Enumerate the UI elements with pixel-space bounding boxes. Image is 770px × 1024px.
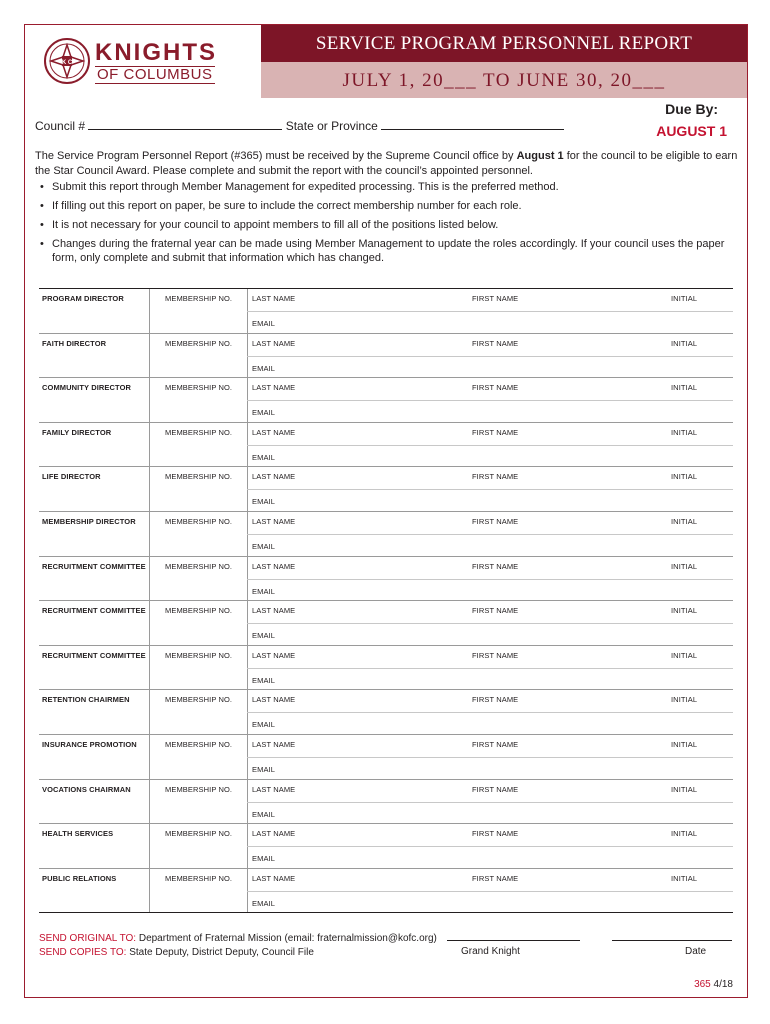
initial-field[interactable]: INITIAL <box>671 561 698 571</box>
personnel-row <box>39 512 733 557</box>
personnel-row <box>39 378 733 423</box>
first-name-field[interactable]: FIRST NAME <box>472 873 519 883</box>
membership-number-field[interactable]: MEMBERSHIP NO. <box>165 383 233 393</box>
report-form <box>24 24 748 998</box>
row-divider <box>247 802 733 803</box>
last-name-field[interactable]: LAST NAME <box>252 472 296 482</box>
position-title: RECRUITMENT COMMITTEE <box>42 561 146 571</box>
email-field[interactable]: EMAIL <box>252 809 276 819</box>
column-divider <box>149 467 150 511</box>
column-divider <box>149 289 150 333</box>
personnel-row <box>39 289 733 334</box>
initial-field[interactable]: INITIAL <box>671 472 698 482</box>
form-revision-date: 4/18 <box>713 979 733 990</box>
instruction-list <box>35 180 740 270</box>
personnel-table <box>39 288 733 913</box>
last-name-field[interactable]: LAST NAME <box>252 383 296 393</box>
intro-text-after: for the council to be eligible to earn the Star Council Award. Please complete and submit the report with the council’s appointed personnel. <box>35 150 738 177</box>
email-field[interactable]: EMAIL <box>252 586 276 596</box>
email-field[interactable]: EMAIL <box>252 408 276 418</box>
due-date: AUGUST 1 <box>656 123 727 139</box>
position-title: RECRUITMENT COMMITTEE <box>42 606 146 616</box>
knights-of-columbus-logo <box>43 35 263 91</box>
personnel-row <box>39 735 733 780</box>
last-name-field[interactable]: LAST NAME <box>252 829 296 839</box>
council-info-row <box>35 119 564 133</box>
row-divider <box>247 445 733 446</box>
initial-field[interactable]: INITIAL <box>671 650 698 660</box>
initial-field[interactable]: INITIAL <box>671 294 698 303</box>
first-name-field[interactable]: FIRST NAME <box>472 383 519 393</box>
column-divider <box>149 690 150 734</box>
personnel-row <box>39 557 733 602</box>
first-name-field[interactable]: FIRST NAME <box>472 606 519 616</box>
last-name-field[interactable]: LAST NAME <box>252 650 296 660</box>
position-title: PROGRAM DIRECTOR <box>42 294 124 303</box>
position-title: FAMILY DIRECTOR <box>42 427 112 437</box>
initial-field[interactable]: INITIAL <box>671 606 698 616</box>
svg-text:K C: K C <box>61 60 73 66</box>
email-field[interactable]: EMAIL <box>252 541 276 551</box>
email-field[interactable]: EMAIL <box>252 452 276 462</box>
initial-field[interactable]: INITIAL <box>671 829 698 839</box>
column-divider <box>149 512 150 556</box>
membership-number-field[interactable]: MEMBERSHIP NO. <box>165 561 233 571</box>
initial-field[interactable]: INITIAL <box>671 338 698 348</box>
personnel-row <box>39 467 733 512</box>
position-title: COMMUNITY DIRECTOR <box>42 383 132 393</box>
membership-number-field[interactable]: MEMBERSHIP NO. <box>165 516 233 526</box>
membership-number-field[interactable]: MEMBERSHIP NO. <box>165 338 233 348</box>
form-number-value: 365 <box>694 979 711 990</box>
membership-number-field[interactable]: MEMBERSHIP NO. <box>165 650 233 660</box>
logo-line2: OF COLUMBUS <box>97 66 213 83</box>
report-title: SERVICE PROGRAM PERSONNEL REPORT <box>261 25 747 62</box>
column-divider <box>149 601 150 645</box>
row-divider <box>247 712 733 713</box>
last-name-field[interactable]: LAST NAME <box>252 338 296 348</box>
report-header <box>25 25 747 98</box>
initial-field[interactable]: INITIAL <box>671 739 698 749</box>
personnel-row <box>39 824 733 869</box>
last-name-field[interactable]: LAST NAME <box>252 516 296 526</box>
grand-knight-label: Grand Knight <box>461 946 520 957</box>
date-signature-field[interactable] <box>612 940 732 941</box>
last-name-field[interactable]: LAST NAME <box>252 784 296 794</box>
row-divider <box>247 400 733 401</box>
email-field[interactable]: EMAIL <box>252 675 276 685</box>
due-by-block <box>656 101 727 139</box>
first-name-field[interactable]: FIRST NAME <box>472 294 519 303</box>
personnel-row <box>39 334 733 379</box>
initial-field[interactable]: INITIAL <box>671 873 698 883</box>
first-name-field[interactable]: FIRST NAME <box>472 516 519 526</box>
email-field[interactable]: EMAIL <box>252 854 276 864</box>
column-divider <box>149 423 150 467</box>
first-name-field[interactable]: FIRST NAME <box>472 695 519 705</box>
first-name-field[interactable]: FIRST NAME <box>472 739 519 749</box>
column-divider <box>149 869 150 913</box>
grand-knight-signature-field[interactable] <box>447 940 580 941</box>
send-copies-text: State Deputy, District Deputy, Council File <box>126 947 314 958</box>
membership-number-field[interactable]: MEMBERSHIP NO. <box>165 472 233 482</box>
row-divider <box>247 757 733 758</box>
last-name-field[interactable]: LAST NAME <box>252 427 296 437</box>
instruction-item: • Changes during the fraternal year can be made using Member Management to update the roles accordingly. If your council uses the paper form, only complete and submit that information which has changed. <box>35 237 740 265</box>
kofc-emblem-icon <box>43 35 91 87</box>
position-title: RETENTION CHAIRMEN <box>42 695 130 705</box>
column-divider <box>149 334 150 378</box>
first-name-field[interactable]: FIRST NAME <box>472 338 519 348</box>
form-number <box>694 979 733 990</box>
personnel-row <box>39 601 733 646</box>
membership-number-field[interactable]: MEMBERSHIP NO. <box>165 873 233 883</box>
state-province-label: State or Province <box>285 119 378 133</box>
council-number-field[interactable] <box>88 119 282 130</box>
initial-field[interactable]: INITIAL <box>671 784 698 794</box>
send-original-text: Department of Fraternal Mission (email: fraternalmission@kofc.org) <box>136 933 437 944</box>
send-instructions <box>39 932 437 960</box>
last-name-field[interactable]: LAST NAME <box>252 561 296 571</box>
position-title: FAITH DIRECTOR <box>42 338 107 348</box>
position-title: INSURANCE PROMOTION <box>42 739 137 749</box>
instruction-item: • If filling out this report on paper, be sure to include the correct membership number for each role. <box>35 199 740 213</box>
membership-number-field[interactable]: MEMBERSHIP NO. <box>165 829 233 839</box>
personnel-row <box>39 690 733 735</box>
send-copies-label: SEND COPIES TO: <box>39 947 127 958</box>
initial-field[interactable]: INITIAL <box>671 695 698 705</box>
last-name-field[interactable]: LAST NAME <box>252 606 296 616</box>
position-title: PUBLIC RELATIONS <box>42 873 117 883</box>
email-field[interactable]: EMAIL <box>252 631 276 641</box>
intro-text-before: The Service Program Personnel Report (#365) must be received by the Supreme Council office by <box>35 150 517 162</box>
first-name-field[interactable]: FIRST NAME <box>472 829 519 839</box>
row-divider <box>247 356 733 357</box>
due-by-label: Due By: <box>665 101 719 117</box>
initial-field[interactable]: INITIAL <box>671 516 698 526</box>
membership-number-field[interactable]: MEMBERSHIP NO. <box>165 739 233 749</box>
send-copies-line <box>39 946 437 960</box>
personnel-row <box>39 780 733 825</box>
intro-deadline: August 1 <box>516 150 564 162</box>
first-name-field[interactable]: FIRST NAME <box>472 561 519 571</box>
send-original-label: SEND ORIGINAL TO: <box>39 933 137 944</box>
position-title: VOCATIONS CHAIRMAN <box>42 784 131 794</box>
initial-field[interactable]: INITIAL <box>671 427 698 437</box>
membership-number-field[interactable]: MEMBERSHIP NO. <box>165 606 233 616</box>
column-divider <box>149 780 150 824</box>
first-name-field[interactable]: FIRST NAME <box>472 650 519 660</box>
logo-line1: KNIGHTS <box>95 39 217 66</box>
first-name-field[interactable]: FIRST NAME <box>472 427 519 437</box>
council-number-label: Council # <box>35 119 86 133</box>
personnel-row <box>39 423 733 468</box>
position-title: HEALTH SERVICES <box>42 829 114 839</box>
membership-number-field[interactable]: MEMBERSHIP NO. <box>165 427 233 437</box>
column-divider <box>149 557 150 601</box>
email-field[interactable]: EMAIL <box>252 898 276 908</box>
row-divider <box>247 534 733 535</box>
report-period: JULY 1, 20___ TO JUNE 30, 20___ <box>261 62 747 98</box>
column-divider <box>149 824 150 868</box>
row-divider <box>247 668 733 669</box>
column-divider <box>149 646 150 690</box>
last-name-field[interactable]: LAST NAME <box>252 739 296 749</box>
row-divider <box>247 311 733 312</box>
date-label: Date <box>685 946 707 957</box>
email-field[interactable]: EMAIL <box>252 720 276 730</box>
instruction-item: • Submit this report through Member Management for expedited processing. This is the preferred method. <box>35 180 740 194</box>
column-divider <box>149 735 150 779</box>
instruction-item: • It is not necessary for your council to appoint members to fill all of the positions listed below. <box>35 218 740 232</box>
last-name-field[interactable]: LAST NAME <box>252 294 296 303</box>
row-divider <box>247 489 733 490</box>
position-title: LIFE DIRECTOR <box>42 472 101 482</box>
row-divider <box>247 891 733 892</box>
last-name-field[interactable]: LAST NAME <box>252 873 296 883</box>
email-field[interactable]: EMAIL <box>252 363 276 373</box>
intro-paragraph <box>35 149 740 179</box>
email-field[interactable]: EMAIL <box>252 319 276 328</box>
email-field[interactable]: EMAIL <box>252 497 276 507</box>
state-province-field[interactable] <box>381 119 564 130</box>
membership-number-field[interactable]: MEMBERSHIP NO. <box>165 784 233 794</box>
last-name-field[interactable]: LAST NAME <box>252 695 296 705</box>
membership-number-field[interactable]: MEMBERSHIP NO. <box>165 294 233 303</box>
position-title: MEMBERSHIP DIRECTOR <box>42 516 136 526</box>
first-name-field[interactable]: FIRST NAME <box>472 472 519 482</box>
membership-number-field[interactable]: MEMBERSHIP NO. <box>165 695 233 705</box>
position-title: RECRUITMENT COMMITTEE <box>42 650 146 660</box>
first-name-field[interactable]: FIRST NAME <box>472 784 519 794</box>
initial-field[interactable]: INITIAL <box>671 383 698 393</box>
personnel-row <box>39 869 733 914</box>
column-divider <box>149 378 150 422</box>
row-divider <box>247 623 733 624</box>
row-divider <box>247 579 733 580</box>
row-divider <box>247 846 733 847</box>
email-field[interactable]: EMAIL <box>252 764 276 774</box>
send-original-line <box>39 932 437 946</box>
personnel-row <box>39 646 733 691</box>
